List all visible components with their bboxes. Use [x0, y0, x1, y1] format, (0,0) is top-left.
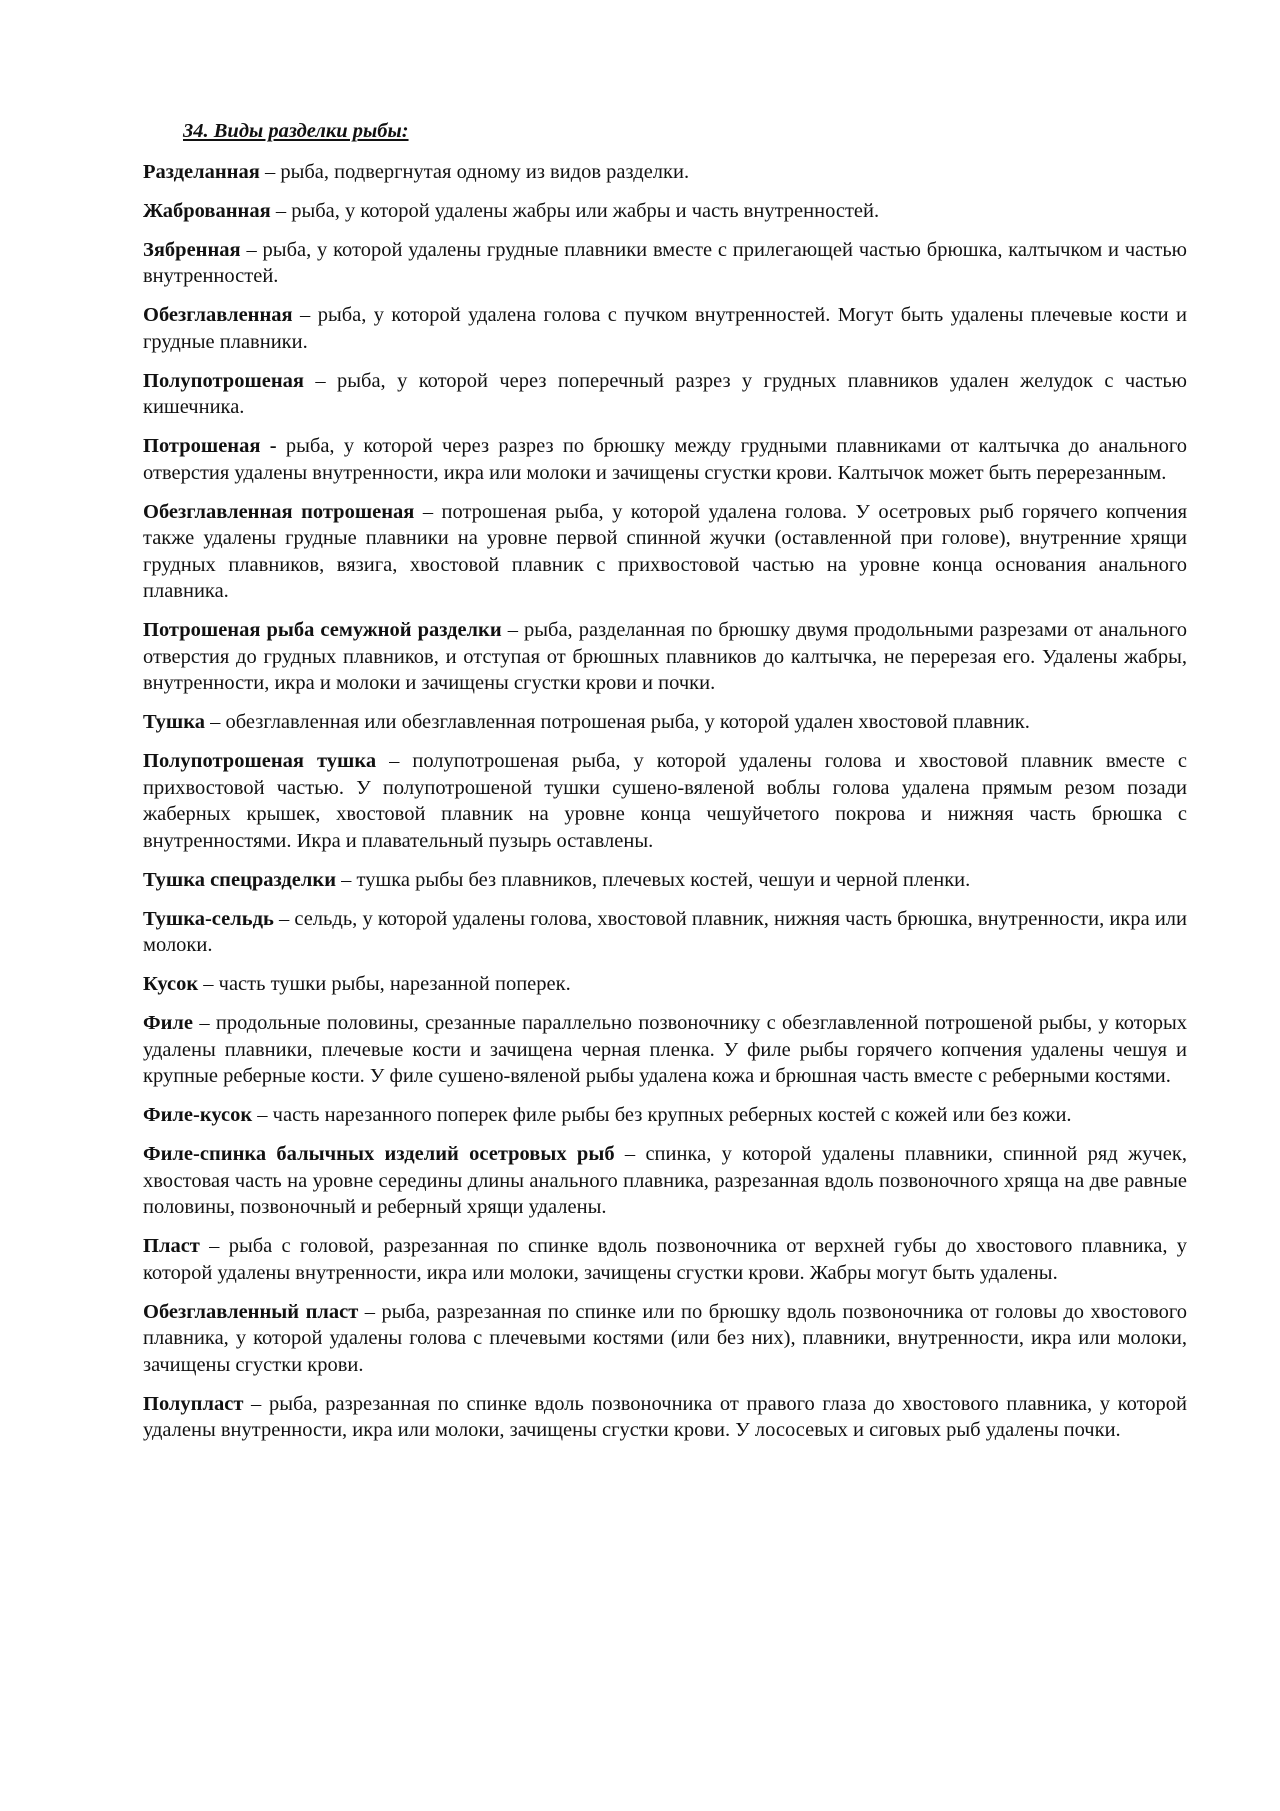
- definition-term: Зябренная: [143, 238, 241, 261]
- definition-term: Филе-кусок: [143, 1104, 253, 1126]
- definition-entry: [143, 237, 1187, 290]
- definition-term: Филе-спинка балычных изделий осетровых рыб: [143, 1143, 615, 1165]
- definition-entry: [143, 1102, 1187, 1129]
- definition-text: – рыба, подвергнутая одному из видов разделки.: [259, 160, 690, 183]
- definition-entry: [143, 198, 1187, 225]
- definition-term: Полупотрошеная: [143, 369, 304, 392]
- definition-entry: [143, 433, 1187, 486]
- definition-entry: [143, 1010, 1187, 1090]
- section-heading: 34. Виды разделки рыбы:: [183, 120, 409, 142]
- definition-entry: [143, 906, 1187, 959]
- definition-term: Пласт: [143, 1235, 200, 1257]
- definition-text: – рыба, разрезанная по спинке или по брюшку вдоль позвоночника от головы до хвостового плавника, у которой удалены голова с плечевыми костями (или без них), плавники, внутренности, икра или молоки, зачищены сгустки крови.: [143, 1300, 1188, 1376]
- definition-text: – тушка рыбы без плавников, плечевых костей, чешуи и черной пленки.: [336, 868, 971, 891]
- definition-text: – рыба, разделанная по брюшку двумя продольными разрезами от анального отверстия до грудных плавников, и отступая от брюшных плавников до калтычка, не перерезая его. Удалены жабры, внутренности, икра и молоки и зачищены сгустки крови и почки.: [143, 619, 1187, 694]
- definition-term: Потрошеная -: [143, 435, 277, 457]
- definition-entry: [143, 709, 1187, 736]
- definition-entry: [143, 1141, 1187, 1221]
- definition-text: – рыба, у которой удалены жабры или жабры и часть внутренностей.: [270, 199, 880, 222]
- definition-term: Кусок: [143, 973, 199, 995]
- definition-term: Потрошеная рыба семужной разделки: [143, 619, 502, 641]
- definition-text: – продольные половины, срезанные параллельно позвоночнику с обезглавленной потрошеной рыбы, у которых удалены плавники, плечевые кости и зачищена черная пленка. У филе рыбы горячего копчения удалены чешуя и крупные реберные кости. У филе сушено-вяленой рыбы удалена кожа и брюшная часть вместе с реберными костями.: [143, 1012, 1187, 1087]
- definition-term: Обезглавленная потрошеная: [143, 500, 415, 523]
- definition-entry: [143, 617, 1187, 697]
- definition-entry: [143, 159, 1187, 186]
- definition-entry: [143, 971, 1187, 998]
- definition-term: Тушка спецразделки: [143, 868, 337, 891]
- definition-entry: [143, 1233, 1187, 1286]
- document-page: [143, 118, 1187, 1456]
- definition-term: Разделанная: [143, 160, 260, 183]
- definition-text: – часть тушки рыбы, нарезанной поперек.: [198, 973, 571, 995]
- definition-text: – полупотрошеная рыба, у которой удалены голова и хвостовой плавник вместе с прихвостовой частью. У полупотрошеной тушки сушено-вяленой воблы голова удалена прямым резом позади жаберных крышек, хвостовой плавник на уровне конца чешуйчетого покрова и нижняя часть брюшка с внутренностями. Икра и плавательный пузырь оставлены.: [143, 750, 1187, 852]
- definition-text: – сельдь, у которой удалены голова, хвостовой плавник, нижняя часть брюшка, внутренности, икра или молоки.: [143, 907, 1187, 956]
- definition-entry: [143, 748, 1187, 854]
- definition-term: Обезглавленная: [143, 304, 293, 326]
- definition-text: – рыба с головой, разрезанная по спинке вдоль позвоночника от верхней губы до хвостового плавника, у которой удалены внутренности, икра или молоки, зачищены сгустки крови. Жабры могут быть удалены.: [143, 1235, 1187, 1284]
- definition-text: – обезглавленная или обезглавленная потрошеная рыба, у которой удален хвостовой плавник.: [204, 711, 1030, 733]
- definition-text: рыба, у которой через разрез по брюшку между грудными плавниками от калтычка до анального отверстия удалены внутренности, икра или молоки и зачищены сгустки крови. Калтычок может быть перерезанным.: [143, 435, 1187, 484]
- definition-entry: [143, 499, 1187, 605]
- definition-term: Филе: [143, 1012, 194, 1034]
- definition-term: Полупласт: [143, 1392, 244, 1415]
- definition-text: – рыба, у которой удалена голова с пучком внутренностей. Могут быть удалены плечевые кости и грудные плавники.: [143, 304, 1187, 353]
- definition-term: Жаброванная: [143, 199, 271, 222]
- definition-text: – рыба, разрезанная по спинке вдоль позвоночника от правого глаза до хвостового плавника, у которой удалены внутренности, икра или молоки, зачищены сгустки крови. У лососевых и сиговых рыб удалены почки.: [143, 1392, 1187, 1441]
- definition-term: Тушка: [143, 711, 205, 733]
- definition-text: – потрошеная рыба, у которой удалена голова. У осетровых рыб горячего копчения также удалены грудные плавники на уровне первой спинной жучки (оставленной при голове), внутренние хрящи грудных плавников, вязига, хвостовой плавник с прихвостовой частью на уровне конца основания анального плавника.: [143, 500, 1188, 602]
- definition-text: – рыба, у которой удалены грудные плавники вместе с прилегающей частью брюшка, калтычком и частью внутренностей.: [143, 238, 1187, 287]
- definition-text: – спинка, у которой удалены плавники, спинной ряд жучек, хвостовая часть на уровне середины длины анального плавника, разрезанная вдоль позвоночного хряща на две равные половины, позвоночный и реберный хрящи удалены.: [143, 1143, 1187, 1218]
- definition-entry: [143, 302, 1187, 355]
- definition-term: Полупотрошеная тушка: [143, 750, 377, 772]
- definition-entry: [143, 1391, 1187, 1444]
- definition-term: Тушка-сельдь: [143, 907, 274, 930]
- definition-entry: [143, 1299, 1187, 1379]
- definition-text: – рыба, у которой через поперечный разрез у грудных плавников удален желудок с частью кишечника.: [143, 369, 1187, 418]
- definition-entry: [143, 867, 1187, 894]
- definition-entry: [143, 368, 1187, 421]
- definition-text: – часть нарезанного поперек филе рыбы без крупных реберных костей с кожей или без кожи.: [252, 1104, 1072, 1126]
- definition-term: Обезглавленный пласт: [143, 1300, 359, 1323]
